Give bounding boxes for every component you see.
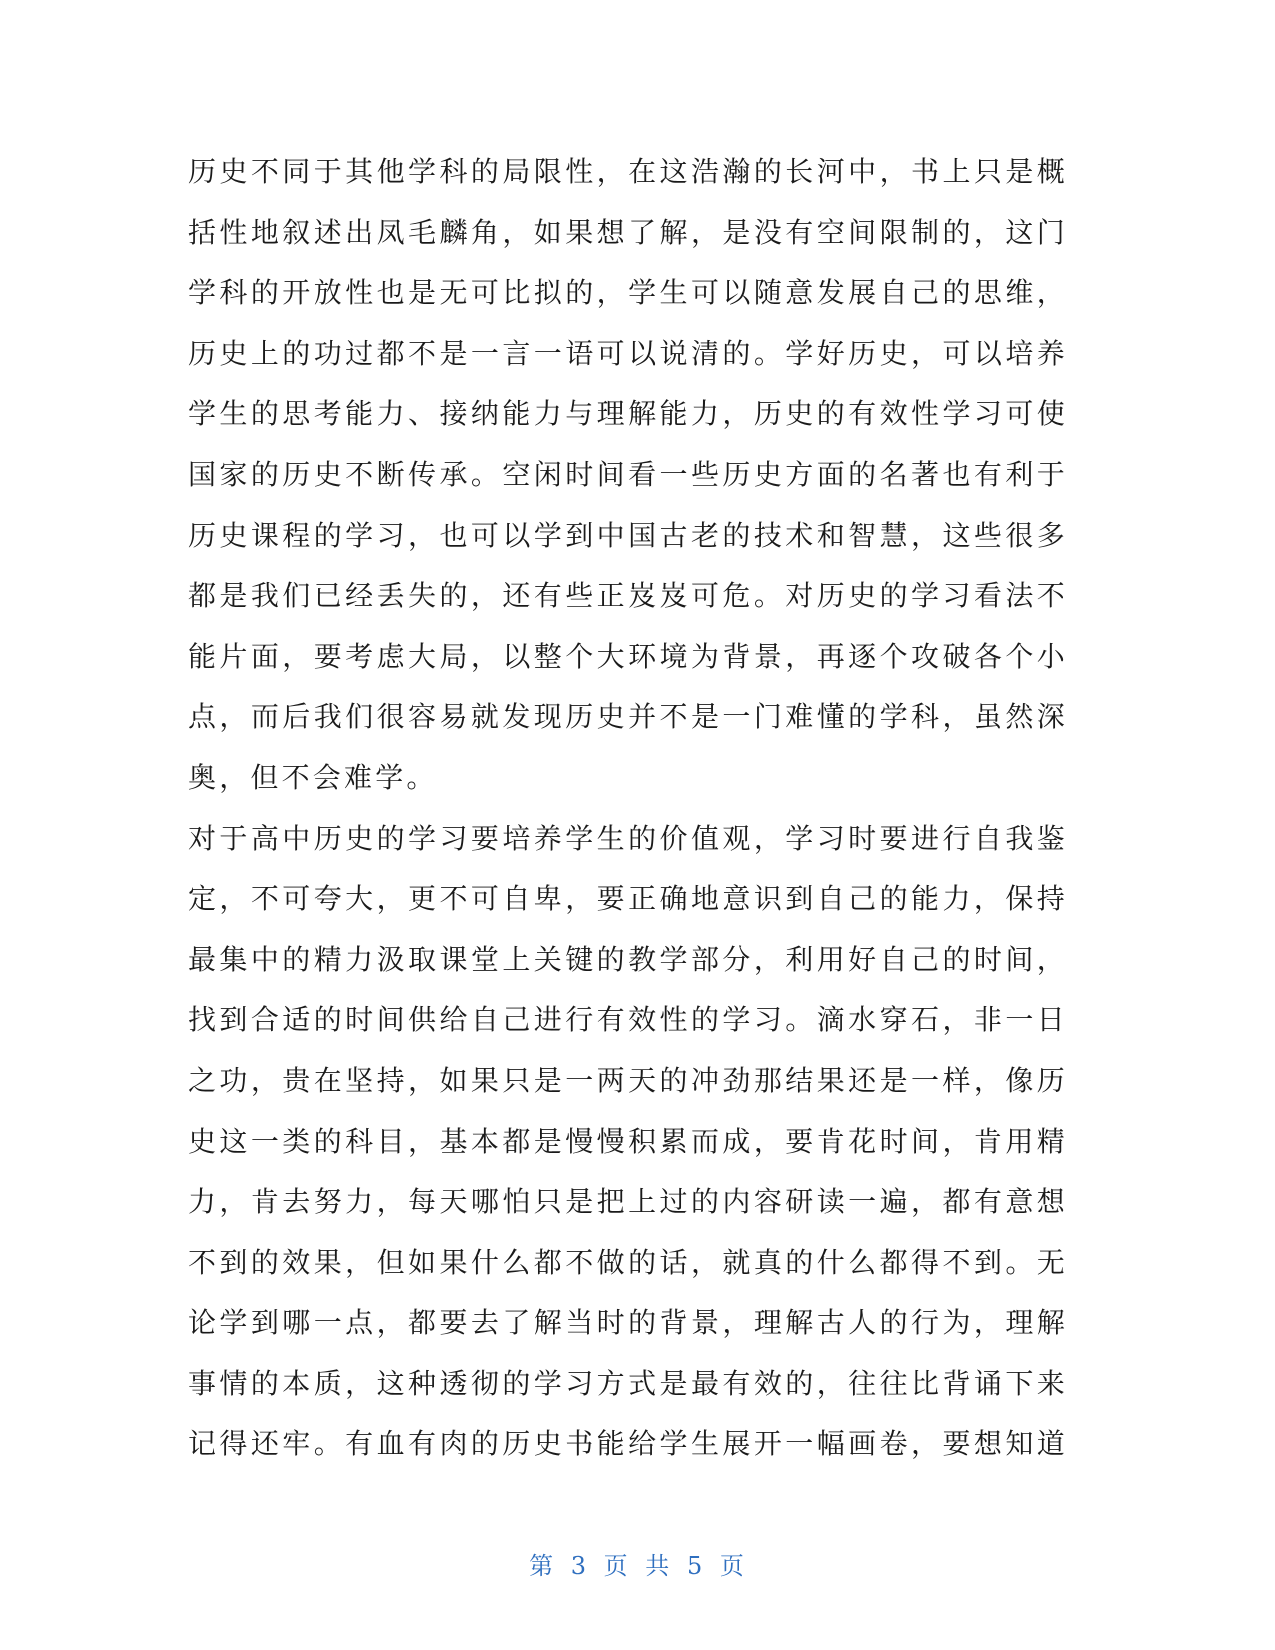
text-line: 历史不同于其他学科的局限性，在这浩瀚的长河中，书上只是概 (188, 155, 1068, 188)
text-line: 历史上的功过都不是一言一语可以说清的。学好历史，可以培养 (188, 336, 1068, 370)
text-line: 对于高中历史的学习要培养学生的价值观，学习时要进行自我鉴 (188, 821, 1068, 855)
page-number: 第 3 页 共 5 页 (529, 1552, 746, 1580)
text-line: 定，不可夸大，更不可自卑，要正确地意识到自己的能力，保持 (188, 882, 1068, 916)
body-text (188, 142, 1068, 1475)
text-line: 事情的本质，这种透彻的学习方式是最有效的，往往比背诵下来 (188, 1366, 1068, 1400)
text-line: 能片面，要考虑大局，以整个大环境为背景，再逐个攻破各个小 (188, 639, 1068, 673)
text-line: 论学到哪一点，都要去了解当时的背景，理解古人的行为，理解 (188, 1306, 1068, 1340)
text-line: 记得还牢。有血有肉的历史书能给学生展开一幅画卷，要想知道 (188, 1427, 1068, 1461)
text-line: 之功，贵在坚持，如果只是一两天的冲劲那结果还是一样，像历 (188, 1063, 1068, 1097)
text-line: 最集中的精力汲取课堂上关键的教学部分，利用好自己的时间， (188, 942, 1068, 976)
text-line: 找到合适的时间供给自己进行有效性的学习。滴水穿石，非一日 (188, 1003, 1068, 1037)
text-line: 学科的开放性也是无可比拟的，学生可以随意发展自己的思维， (188, 276, 1068, 310)
text-line: 不到的效果，但如果什么都不做的话，就真的什么都得不到。无 (188, 1245, 1068, 1279)
text-line: 国家的历史不断传承。空闲时间看一些历史方面的名著也有利于 (188, 457, 1068, 491)
text-line: 史这一类的科目，基本都是慢慢积累而成，要肯花时间，肯用精 (188, 1124, 1068, 1158)
text-line: 点，而后我们很容易就发现历史并不是一门难懂的学科，虽然深 (188, 700, 1068, 734)
text-line: 学生的思考能力、接纳能力与理解能力，历史的有效性学习可使 (188, 397, 1068, 431)
text-line: 都是我们已经丢失的，还有些正岌岌可危。对历史的学习看法不 (188, 579, 1068, 613)
text-line: 力，肯去努力，每天哪怕只是把上过的内容研读一遍，都有意想 (188, 1185, 1068, 1219)
text-line: 历史课程的学习，也可以学到中国古老的技术和智慧，这些很多 (188, 518, 1068, 552)
text-line: 奥，但不会难学。 (188, 760, 438, 794)
text-line: 括性地叙述出凤毛麟角，如果想了解，是没有空间限制的，这门 (188, 215, 1068, 249)
